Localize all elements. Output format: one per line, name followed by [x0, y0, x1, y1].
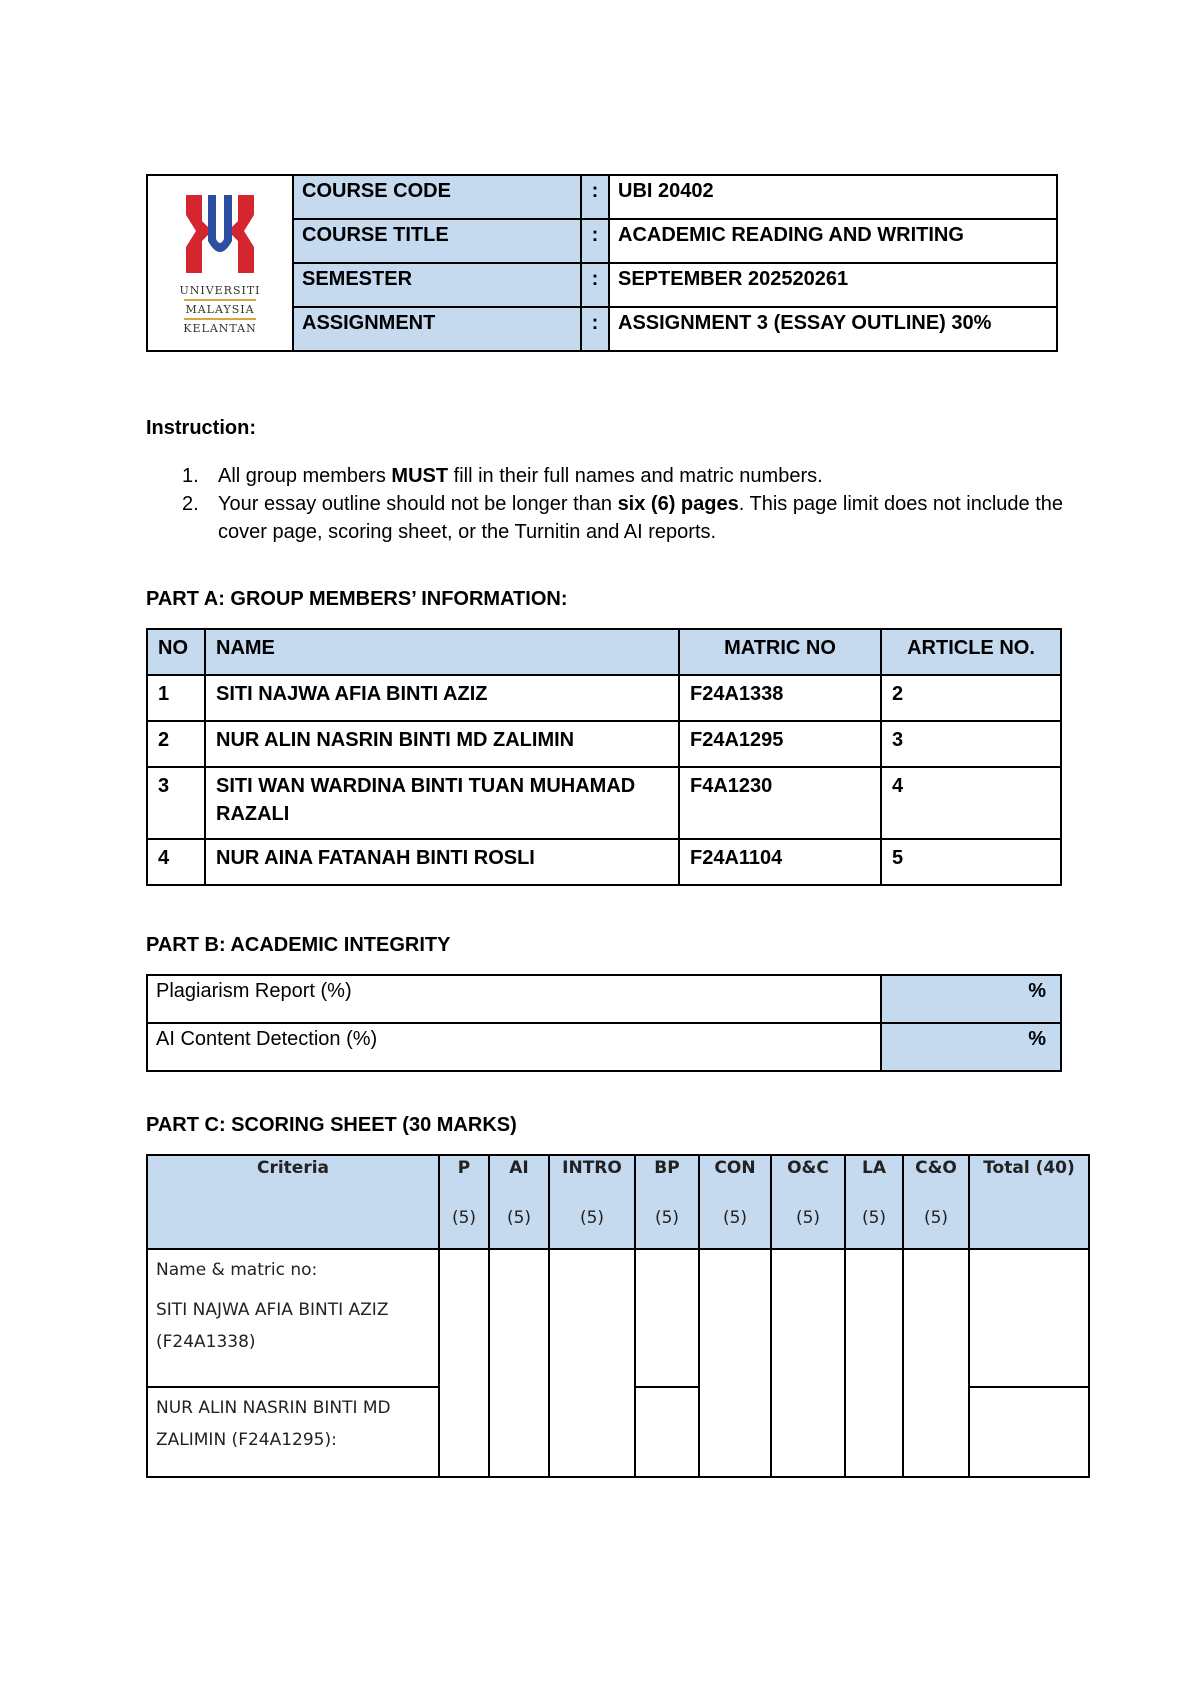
instruction-emphasis: six (6) pages [617, 493, 739, 515]
column-header-oc [771, 1155, 845, 1249]
table-header-row [147, 629, 1061, 675]
course-title-separator: : [581, 219, 609, 263]
assignment-label: ASSIGNMENT [293, 307, 581, 351]
criterion-marks: (5) [861, 1208, 887, 1228]
header-row-course-code [147, 175, 1057, 219]
plagiarism-label: Plagiarism Report (%) [147, 975, 881, 1023]
instruction-list [146, 462, 1066, 546]
member-name: SITI WAN WARDINA BINTI TUAN MUHAMAD RAZALI [205, 767, 679, 839]
criterion-marks: (5) [654, 1208, 680, 1228]
column-header-la [845, 1155, 903, 1249]
table-row [147, 675, 1061, 721]
criterion-label: AI [509, 1158, 529, 1178]
table-row [147, 1249, 1089, 1387]
member-article: 3 [881, 721, 1061, 767]
criterion-marks: (5) [506, 1208, 532, 1228]
member-matric: F24A1295 [679, 721, 881, 767]
column-header-name: NAME [205, 629, 679, 675]
ai-detection-value-field[interactable]: % [881, 1023, 1061, 1071]
column-header-p [439, 1155, 489, 1249]
score-cell[interactable] [549, 1249, 635, 1477]
score-cell[interactable] [439, 1249, 489, 1477]
score-cell[interactable] [903, 1249, 969, 1477]
total-cell[interactable] [969, 1249, 1089, 1387]
member-name: NUR AINA FATANAH BINTI ROSLI [205, 839, 679, 885]
logo-divider [184, 299, 256, 301]
criterion-label: C&O [915, 1158, 957, 1178]
ai-detection-label: AI Content Detection (%) [147, 1023, 881, 1071]
score-cell[interactable] [635, 1249, 699, 1387]
column-header-matric: MATRIC NO [679, 629, 881, 675]
logo-line-3: KELANTAN [183, 321, 257, 335]
column-header-ai [489, 1155, 549, 1249]
semester-value: SEPTEMBER 202520261 [609, 263, 1057, 307]
logo-line-1: UNIVERSITI [179, 283, 261, 297]
instruction-text: Your essay outline should not be longer than [218, 493, 618, 515]
plagiarism-value-field[interactable]: % [881, 975, 1061, 1023]
criterion-marks: (5) [722, 1208, 748, 1228]
criterion-label: O&C [787, 1158, 829, 1178]
name-matric-prefix: Name & matric no: [156, 1260, 318, 1280]
student-cell [147, 1387, 439, 1477]
semester-label: SEMESTER [293, 263, 581, 307]
table-row [147, 839, 1061, 885]
course-code-label: COURSE CODE [293, 175, 581, 219]
instruction-item [146, 462, 1066, 490]
member-no: 4 [147, 839, 205, 885]
member-article: 4 [881, 767, 1061, 839]
column-header-bp [635, 1155, 699, 1249]
member-article: 2 [881, 675, 1061, 721]
logo-divider [184, 318, 256, 320]
column-header-intro [549, 1155, 635, 1249]
column-header-total [969, 1155, 1089, 1249]
criterion-label: INTRO [562, 1158, 622, 1178]
criterion-marks: (5) [795, 1208, 821, 1228]
part-b-heading: PART B: ACADEMIC INTEGRITY [146, 934, 451, 956]
criterion-label: CON [714, 1158, 756, 1178]
column-header-article: ARTICLE NO. [881, 629, 1061, 675]
table-row [147, 767, 1061, 839]
course-header-table [146, 174, 1058, 352]
instruction-text: . This page limit does not include the cover page, scoring sheet, or the Turnitin and AI reports. [218, 493, 1064, 543]
table-row [147, 721, 1061, 767]
course-title-label: COURSE TITLE [293, 219, 581, 263]
course-code-separator: : [581, 175, 609, 219]
score-cell[interactable] [845, 1249, 903, 1477]
criterion-marks: (5) [923, 1208, 949, 1228]
score-cell[interactable] [699, 1249, 771, 1477]
student-name: NUR ALIN NASRIN BINTI MD ZALIMIN (F24A1295): [156, 1398, 391, 1450]
student-cell [147, 1249, 439, 1387]
member-name: NUR ALIN NASRIN BINTI MD ZALIMIN [205, 721, 679, 767]
criterion-marks: (5) [579, 1208, 605, 1228]
criterion-label: BP [654, 1158, 680, 1178]
instruction-number: 1. [182, 465, 199, 487]
instruction-text: fill in their full names and matric numbers. [448, 465, 823, 487]
table-header-row [147, 1155, 1089, 1249]
umk-emblem-icon [182, 191, 258, 277]
member-article: 5 [881, 839, 1061, 885]
instruction-text: All group members [218, 465, 392, 487]
column-header-co [903, 1155, 969, 1249]
part-a-heading: PART A: GROUP MEMBERS’ INFORMATION: [146, 588, 568, 610]
instruction-heading: Instruction: [146, 417, 256, 439]
criterion-label: LA [862, 1158, 886, 1178]
criterion-marks: (5) [451, 1208, 477, 1228]
member-matric: F24A1104 [679, 839, 881, 885]
university-logo [147, 175, 293, 351]
assignment-separator: : [581, 307, 609, 351]
criterion-label: P [457, 1158, 471, 1178]
score-cell[interactable] [771, 1249, 845, 1477]
column-header-no: NO [147, 629, 205, 675]
instruction-emphasis: MUST [391, 465, 449, 487]
member-no: 2 [147, 721, 205, 767]
table-row [147, 975, 1061, 1023]
assignment-value: ASSIGNMENT 3 (ESSAY OUTLINE) 30% [609, 307, 1057, 351]
instruction-number: 2. [182, 493, 199, 515]
scoring-sheet-table [146, 1154, 1090, 1478]
group-members-table [146, 628, 1062, 886]
total-label: Total (40) [983, 1158, 1075, 1178]
score-cell[interactable] [489, 1249, 549, 1477]
logo-line-2: MALAYSIA [185, 302, 255, 316]
instruction-item [146, 490, 1066, 546]
member-no: 1 [147, 675, 205, 721]
total-cell[interactable] [969, 1387, 1089, 1477]
semester-separator: : [581, 263, 609, 307]
criteria-label: Criteria [256, 1158, 330, 1178]
student-name: SITI NAJWA AFIA BINTI AZIZ (F24A1338) [156, 1300, 389, 1352]
academic-integrity-table [146, 974, 1062, 1072]
table-row [147, 1023, 1061, 1071]
course-title-value: ACADEMIC READING AND WRITING [609, 219, 1057, 263]
member-name: SITI NAJWA AFIA BINTI AZIZ [205, 675, 679, 721]
member-matric: F24A1338 [679, 675, 881, 721]
member-matric: F4A1230 [679, 767, 881, 839]
member-no: 3 [147, 767, 205, 839]
column-header-criteria [147, 1155, 439, 1249]
part-c-heading: PART C: SCORING SHEET (30 MARKS) [146, 1114, 517, 1136]
course-code-value: UBI 20402 [609, 175, 1057, 219]
column-header-con [699, 1155, 771, 1249]
score-cell[interactable] [635, 1387, 699, 1477]
